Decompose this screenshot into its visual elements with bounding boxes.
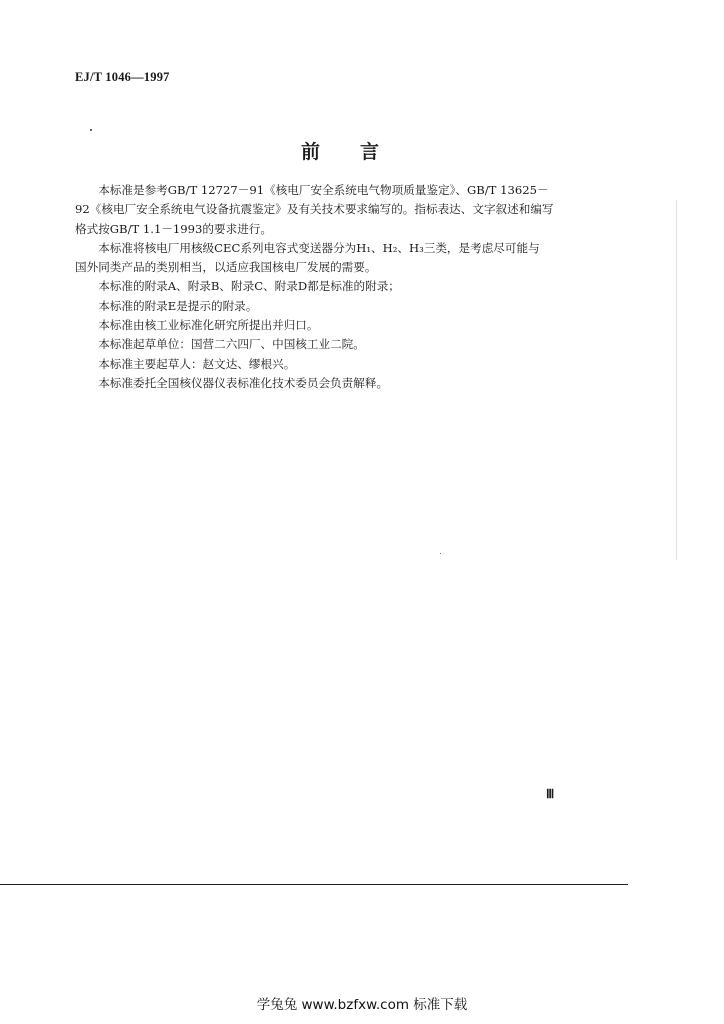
text-line: 本标准由核工业标准化研究所提出并归口。 [98, 318, 319, 333]
paragraph [75, 239, 615, 278]
paragraph [75, 374, 615, 393]
text-line: 本标准将核电厂用核级CEC系列电容式变送器分为H₁、H₂、H₃三类，是考虑尽可能与 [98, 240, 540, 255]
paragraph [75, 355, 615, 374]
paragraph [75, 335, 615, 354]
paragraph [75, 297, 615, 316]
text-line: 本标准起草单位：国营二六四厂、中国核工业二院。 [98, 337, 365, 352]
scan-speck [440, 553, 441, 554]
scan-edge-shadow [676, 200, 677, 560]
page-number: Ⅲ [546, 787, 554, 801]
title-char: 言 [360, 141, 380, 163]
text-line: 本标准是参考GB/T 12727－91《核电厂安全系统电气物项质量鉴定》、GB/T 13625－ [98, 183, 549, 197]
text-line: 92《核电厂安全系统电气设备抗震鉴定》及有关技术要求编写的。指标表达、文字叙述和编写 [75, 202, 554, 217]
text-line: 格式按GB/T 1.1－1993的要求进行。 [75, 221, 272, 236]
paragraph [75, 277, 615, 296]
page-title [0, 137, 680, 164]
text-line: 本标准主要起草人：赵文达、缪根兴。 [98, 356, 296, 371]
standard-code: EJ/T 1046—1997 [75, 70, 170, 84]
text-line: 本标准的附录A、附录B、附录C、附录D都是标准的附录； [98, 279, 400, 294]
text-line: 本标准的附录E是提示的附录。 [98, 298, 258, 313]
scan-speck [90, 129, 92, 131]
text-line: 本标准委托全国核仪器仪表标准化技术委员会负责解释。 [98, 375, 389, 390]
foreword-body [75, 181, 615, 393]
title-char: 前 [300, 141, 320, 163]
paragraph [75, 316, 615, 335]
page-bottom-rule [0, 884, 628, 885]
watermark-footer: 学兔兔 www.bzfxw.com 标准下载 [256, 997, 468, 1013]
paragraph [75, 181, 615, 239]
text-line: 国外同类产品的类别相当，以适应我国核电厂发展的需要。 [75, 260, 377, 275]
